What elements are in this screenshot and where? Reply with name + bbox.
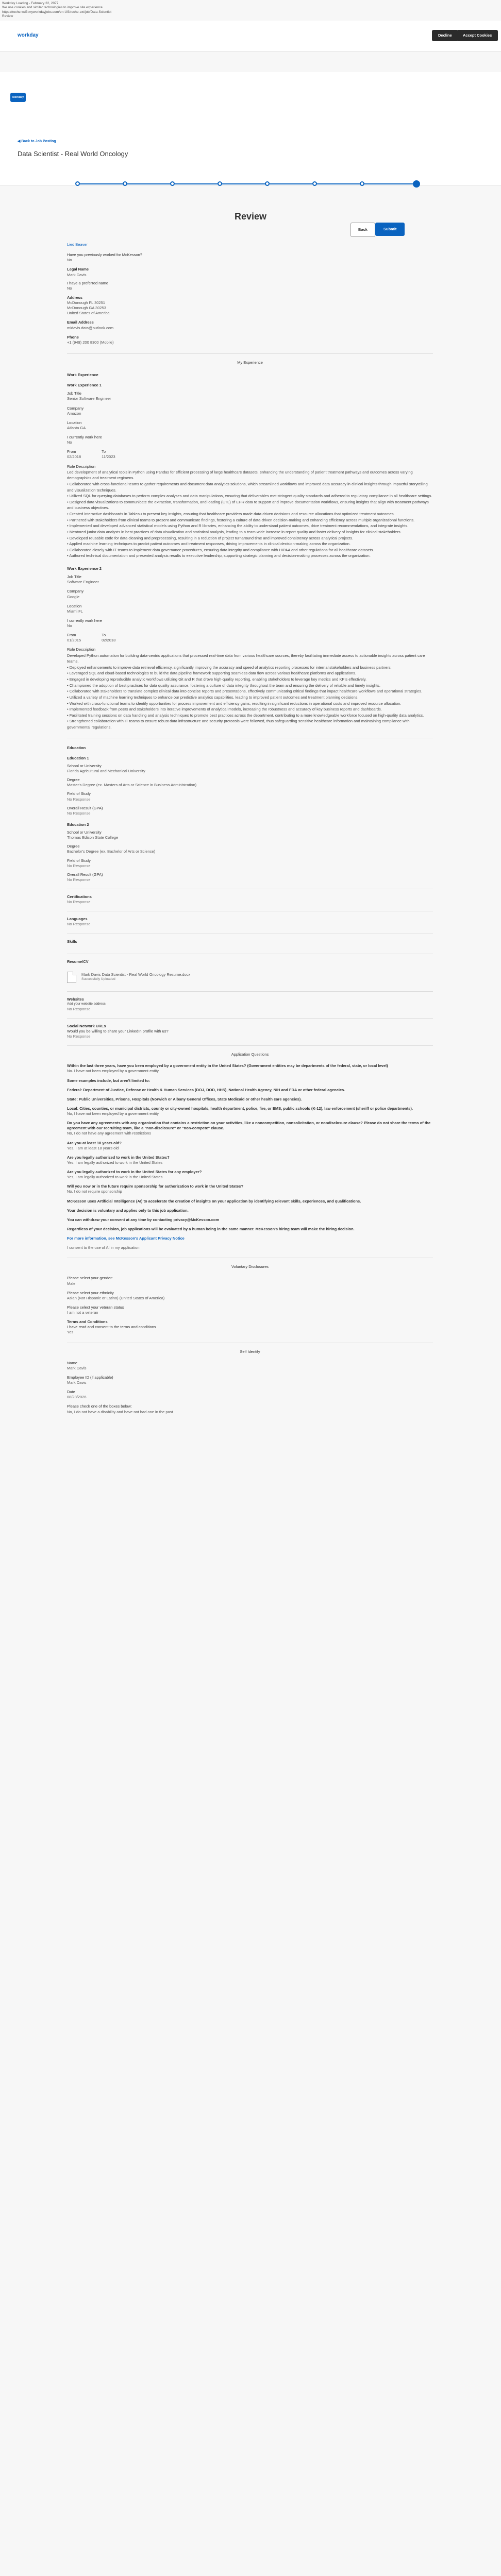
role-description-value: Led development of analytical tools in Python using Pandas for efficient processing of large healthcare datasets, enhancing the understanding of patient treatment pathways and outcomes across varying demographics and treatment regimens. • Collaborated with cross-functional teams to gather requirements and document data analytics solutions, which streamlined workflows and improved data accuracy in clinical insights through impactful storytelling and visualization techniques. • Utilized SQL for querying databases to perform complex analyses and data manipulations, ensuring that deliverables met stringent quality standards and adhered to regulatory compliance in all healthcare settings. • Designed data visualizations to communicate the extraction, transformation, and loading (ETL) of EHR data to support and improve documentation workflows, ensuring insights that align with treatment pathways and business objectives. • Created interactive dashboards in Tableau to present key insights, ensuring that healthcare providers made data-driven decisions and resource allocations that optimized treatment outcomes. • Partnered with stakeholders from clinical teams to present and communicate findings, fostering a culture of data-driven decision-making and enhancing efficiency across multiple organizational functions. • Implemented and developed advanced statistical models using Python and R libraries, enhancing the ability to understand patient outcomes, drive treatment recommendations, and integrate insights. • Mentored junior data analysts in best practices of data visualization and statistical analysis, leading to a team-wide increase in report quality and faster delivery of insights for clinical stakeholders. • Developed reusable code for data cleaning and preprocessing, resulting in a reduction of project turnaround time and improved consistency across analytical projects. • Applied machine learning techniques to predict patient outcomes and treatment responses, driving improvements in clinical decision-making across the organization. • Collaborated closely with IT teams to implement data governance procedures, ensuring data integrity and compliance with HIPAA and other regulations for all healthcare datasets. • Authored technical documentation and presented analysis results to executive leadership, supporting strategic planning and decision-making processes across the organization. [67,469,432,558]
company-label: Company [67,405,84,411]
question-answer: I consent to the use of AI in my application [67,1245,140,1250]
terms-heading: Terms and Conditions [67,1319,108,1325]
degree-value: Bachelor's Degree (ex. Bachelor of Arts or Science) [67,849,156,854]
address-heading: Address [67,295,83,300]
terms-question: I have read and consent to the terms and conditions [67,1325,156,1330]
identify-date-value: 08/28/2026 [67,1395,87,1400]
browser-info [2,2,111,19]
question-answer: Yes, I am legally authorized to work in the United States [67,1175,163,1180]
job-header [0,72,501,185]
field-value: No Response [67,863,91,868]
progress-step-5 [265,181,270,186]
gpa-value: No Response [67,877,91,882]
question-item [67,1088,433,1093]
question-answer: Yes, I am at least 18 years old [67,1145,119,1150]
question-item [67,1121,433,1136]
address-line-3: United States of America [67,311,110,316]
question-item [67,1245,433,1250]
question-item [67,1097,433,1102]
social-heading: Social Network URLs [67,1023,106,1028]
personal-section [67,242,433,345]
date-range [67,449,433,460]
question-text: Within the last three years, have you been employed by a government entity in the United States? (Government entities may be departments of the federal, state, or local level) [67,1063,388,1069]
progress-step-2 [123,181,127,186]
browser-line-4: Review [2,14,13,19]
work-experience-1 [67,383,433,559]
question-item [67,1141,433,1151]
progress-step-current [413,180,420,188]
terms-answer: Yes [67,1330,74,1335]
divider [67,1018,433,1019]
question-item [67,1236,433,1241]
resume-file-name: Mark Davis Data Scientist - Real World Oncology Resume.docx [81,972,191,977]
identify-name-value: Mark Davis [67,1365,87,1370]
education-heading: Education [67,745,86,750]
skills-heading: Skills [67,939,77,944]
websites-label: Add your website address [67,1002,106,1006]
identify-employee-value: Mark Davis [67,1380,87,1385]
from-value: 01/2015 [67,638,81,643]
to-group [102,449,115,460]
decline-button[interactable]: Decline [432,30,458,41]
websites-heading: Websites [67,996,84,1002]
resume-file-status: Successfully Uploaded [81,977,115,981]
browser-line-1: Workday Loading - February 22, 2077 [2,2,59,5]
browser-line-2: We use cookies and similar technologies to improve site experience [2,6,103,10]
question-text: Some examples include, but aren't limited to: [67,1078,150,1083]
location-value: Atlanta GA [67,425,86,430]
gender-question: Please select your gender: [67,1276,113,1281]
work-experience-heading: Work Experience [67,372,98,377]
gpa-label: Overall Result (GPA) [67,872,103,877]
question-text: Are you legally authorized to work in the United States for any employer? [67,1170,202,1175]
preferred-name-question: I have a preferred name [67,280,109,285]
legal-name-heading: Legal Name [67,267,89,272]
question-item [67,1063,433,1074]
question-text: McKesson uses Artificial Intelligence (AI) to accelerate the creation of insights on your application by identifying relevant skills, experiences, and qualifications. [67,1198,361,1204]
current-work-value: No [67,440,72,445]
ethnicity-question: Please select your ethnicity [67,1290,114,1295]
certifications-value: No Response [67,900,91,905]
question-answer: No, I have not been employed by a government entity [67,1111,159,1116]
progress-step-1 [75,181,80,186]
question-text: Your decision is voluntary and applies only to this job application. [67,1208,189,1213]
address-line-2: McDonough GA 30253 [67,306,106,311]
to-group [102,633,115,643]
question-text: Will you now or in the future require sponsorship for authorization to work in the United States? [67,1184,244,1189]
phone-heading: Phone [67,334,79,340]
from-label: From [67,449,76,454]
email-heading: Email Address [67,320,94,325]
to-value: 02/2018 [102,638,116,643]
question-text: Do you have any agreements with any organization that contains a restriction on your activities, like a noncompetition, nonsolicitation, or nondisclosure clause? Please do not share the terms of the agreement with our recruiting team, like a "non-disclosure" or "non-compete" clause. [67,1121,431,1131]
voluntary-disclosures-title: Voluntary Disclosures [231,1264,269,1269]
field-value: No Response [67,796,91,802]
question-text: Regardless of your decision, job applications will be evaluated by a human being in the same manner. McKesson's hiring team will make the hiring decision. [67,1226,355,1231]
question-item [67,1184,433,1194]
question-text: Federal: Department of Justice, Defense or Health & Human Services (DOJ, DOD, HHS), National Health Agency, NIH and FDA or other federal agencies. [67,1087,345,1092]
role-description-value: Developed Python automation for building data-centric applications that processed real-time data from various healthcare sources, thereby facilitating immediate access to actionable insights across patient care teams. • Deployed enhancements to improve data retrieval efficiency, significantly improving the accuracy and speed of analytics reporting processes for internal stakeholders and business partners. • Leveraged SQL and cloud-based technologies to build the data pipeline framework supporting seamless data flow across various healthcare platforms and applications. • Engaged in developing reproducible analytic workflows utilizing Git and R that drove high-quality reporting, enabling stakeholders to leverage key metrics and KPIs effectively. • Championed the adoption of best practices for data quality assurance, fostering a culture of data integrity throughout the team and ensuring the delivery of reliable and timely insights. • Collaborated with stakeholders to translate complex clinical data into concise reports and presentations, effectively communicating critical findings that impact healthcare workflows and operational strategies. • Utilized a variety of machine learning techniques to enhance our predictive analytics capabilities, leading to improved patient outcomes and treatment planning decisions. • Worked with cross-functional teams to identify opportunities for process improvement and efficiency gains, resulting in significant reductions in operational costs and improved resource allocation. • Implemented feedback from peers and stakeholders into iterative improvements of analytical models, increasing the robustness and accuracy of key business reports and dashboards. • Facilitated training sessions on data handling and analysis techniques to promote best practices across the department, contributing to a more knowledgeable workforce focused on high-quality data analytics. • Strengthened collaboration with IT teams to ensure robust data infrastructure and security protocols were followed, thus safeguarding sensitive healthcare information and maintaining compliance with governmental regulations. [67,653,425,730]
location-label: Location [67,603,82,608]
question-text: Local: Cities, counties, or municipal districts, county or city-owned hospitals, health department, police, fire, or EMS, public schools (K-12), law enforcement (sheriff or police departments). [67,1106,413,1111]
accept-cookies-button[interactable]: Accept Cookies [457,30,498,41]
role-description-label: Role Description [67,647,96,652]
role-description-label: Role Description [67,464,96,469]
from-group [67,633,81,643]
work-experience-label: Work Experience 2 [67,566,102,571]
question-item [67,1155,433,1165]
degree-label: Degree [67,844,80,849]
education-1 [67,756,433,816]
company-value: Google [67,594,80,599]
job-title-label: Job Title [67,391,81,396]
from-value: 02/2018 [67,454,81,460]
veteran-answer: I am not a veteran [67,1310,98,1315]
divider [67,1045,433,1046]
from-group [67,449,81,460]
progress-step-3 [170,181,175,186]
progress-step-6 [312,181,317,186]
question-item [67,1078,433,1083]
question-text: You can withdraw your consent at any time by contacting privacy@McKesson.com [67,1217,220,1222]
company-label: Company [67,589,84,594]
ethnicity-answer: Asian (Not Hispanic or Latino) (United States of America) [67,1295,165,1300]
education-label: Education 2 [67,822,89,827]
languages-value: No Response [67,922,91,927]
resume-file-info [81,972,190,982]
job-title-value: Senior Software Engineer [67,396,111,401]
divider [67,353,433,354]
back-arrow-icon: ◀ [18,140,22,143]
identify-name-label: Name [67,1360,78,1365]
review-content [67,242,433,1415]
question-answer: Yes, I am legally authorized to work in the United States [67,1160,163,1165]
disability-answer: No, I do not have a disability and have not had one in the past [67,1409,173,1414]
header-logo: workday [18,32,39,38]
question-text: Are you legally authorized to work in the United States? [67,1155,170,1160]
current-work-label: I currently work here [67,618,102,623]
question-text[interactable]: For more information, see McKesson's Applicant Privacy Notice [67,1236,185,1241]
progress-step-4 [218,181,222,186]
gpa-label: Overall Result (GPA) [67,805,103,810]
social-question: Would you be willing to share your LinkedIn profile with us? [67,1028,169,1033]
job-title-label: Job Title [67,574,81,580]
certifications-heading: Certifications [67,894,92,899]
resume-heading: Resume/CV [67,959,89,964]
name-link[interactable]: Lied Beaver [67,242,88,247]
school-label: School or University [67,763,102,768]
social-answer: No Response [67,1034,91,1039]
gender-answer: Male [67,1281,76,1286]
identify-employee-label: Employee ID (if applicable) [67,1375,113,1380]
back-button-label: Back [350,223,375,237]
resume-file[interactable] [67,972,433,983]
question-item [67,1106,433,1116]
prev-employed-question: Have you previously worked for McKesson? [67,252,142,258]
current-work-value: No [67,623,72,628]
experience-title: My Experience [237,360,263,365]
question-item [67,1217,433,1223]
top-header [0,21,501,52]
veteran-question: Please select your veteran status [67,1304,124,1310]
company-value: Amazon [67,411,81,416]
gpa-value: No Response [67,810,91,816]
page-title: Review [234,211,267,222]
question-text: State: Public Universities, Prisons, Hospitals (Norwich or Albany General Offices, State Medicaid or other health care agencies). [67,1096,302,1101]
address-line-1: McDonough FL 30251 [67,300,105,305]
field-label: Field of Study [67,791,91,796]
question-answer: No, I do not have any agreement with restrictions [67,1131,152,1136]
prev-employed-answer: No [67,258,72,263]
current-work-label: I currently work here [67,435,102,439]
legal-name-value: Mark Davis [67,272,87,277]
education-2 [67,822,433,883]
divider [67,991,433,992]
languages-heading: Languages [67,917,88,922]
school-label: School or University [67,830,102,835]
to-label: To [102,633,106,638]
education-label: Education 1 [67,755,89,760]
question-answer: No, I do not require sponsorship [67,1189,122,1194]
question-item [67,1170,433,1180]
job-title-value: Software Engineer [67,580,99,585]
application-questions-list [67,1063,433,1250]
to-label: To [102,449,106,454]
back-link-label: Back to Job Posting [21,140,56,143]
websites-value: No Response [67,1006,91,1011]
field-label: Field of Study [67,858,91,863]
self-identify-title: Self Identify [240,1349,260,1354]
degree-value: Master's Degree (ex. Masters of Arts or Science in Business Administration) [67,783,197,788]
from-label: From [67,633,76,638]
submit-button[interactable]: Submit [375,223,405,236]
to-value: 11/2023 [102,454,115,460]
question-item [67,1208,433,1213]
email-value: midavis.data@outlook.com [67,325,114,330]
disability-question: Please check one of the boxes below: [67,1404,132,1409]
application-questions-title: Application Questions [231,1052,269,1057]
progress-bar [77,183,416,184]
work-experience-label: Work Experience 1 [67,383,102,388]
question-answer: No. I have not been employed by a government entity [67,1069,159,1074]
progress-step-7 [360,181,364,186]
job-title: Data Scientist - Real World Oncology [18,150,128,158]
school-value: Thomas Edison State College [67,835,119,840]
location-value: Miami FL [67,608,83,614]
preferred-name-answer: No [67,285,72,291]
school-value: Florida Agricultural and Mechanical University [67,769,145,773]
work-experience-2 [67,566,433,731]
brand-logo-text: workday [12,96,24,99]
question-item [67,1227,433,1232]
location-label: Location [67,420,82,425]
identify-date-label: Date [67,1389,75,1395]
browser-line-3: https://roche.wd3.myworkdayjobs.com/en-US/roche-ext/job/Data-Scientist [2,10,112,14]
back-to-job-posting-link[interactable] [18,139,56,144]
question-item [67,1199,433,1204]
date-range [67,633,433,643]
brand-logo [10,93,26,102]
degree-label: Degree [67,777,80,783]
document-icon [67,972,76,983]
question-text: Are you at least 18 years old? [67,1140,122,1145]
phone-value: +1 (949) 200 8300 (Mobile) [67,340,114,345]
